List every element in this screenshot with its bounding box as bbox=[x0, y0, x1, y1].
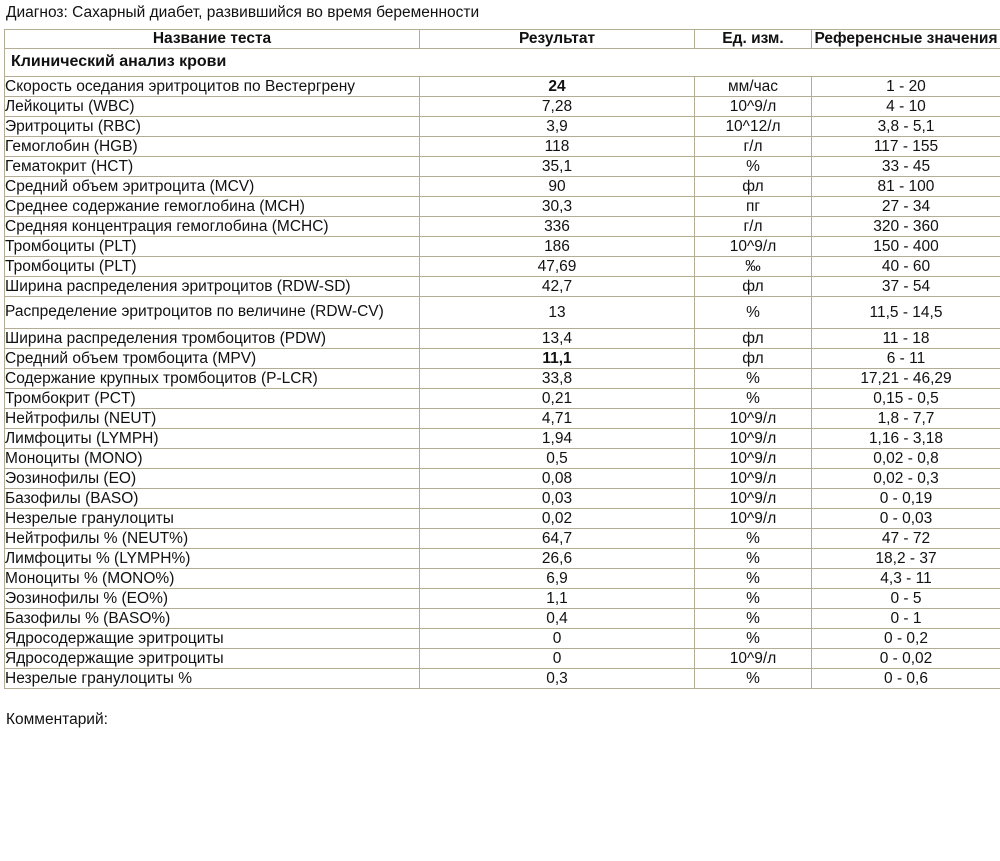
cell-test-name: Скорость оседания эритроцитов по Вестергрену bbox=[5, 77, 420, 97]
cell-test-name: Ядросодержащие эритроциты bbox=[5, 649, 420, 669]
cell-result: 64,7 bbox=[420, 529, 695, 549]
cell-unit: ‰ bbox=[695, 257, 812, 277]
table-row bbox=[5, 649, 1000, 669]
cell-reference: 18,2 - 37 bbox=[812, 549, 1000, 569]
diagnosis-line: Диагноз: Сахарный диабет, развившийся во время беременности bbox=[6, 4, 480, 21]
table-row bbox=[5, 97, 1000, 117]
cell-unit: 10^9/л bbox=[695, 97, 812, 117]
cell-unit: 10^9/л bbox=[695, 649, 812, 669]
cell-reference: 27 - 34 bbox=[812, 197, 1000, 217]
cell-result: 0 bbox=[420, 649, 695, 669]
cell-test-name: Тромбоциты (PLT) bbox=[5, 257, 420, 277]
cell-result: 13,4 bbox=[420, 329, 695, 349]
table-row bbox=[5, 489, 1000, 509]
cell-unit: % bbox=[695, 549, 812, 569]
cell-result: 0,21 bbox=[420, 389, 695, 409]
cell-test-name: Незрелые гранулоциты bbox=[5, 509, 420, 529]
cell-result: 13 bbox=[420, 297, 695, 329]
cell-test-name: Нейтрофилы (NEUT) bbox=[5, 409, 420, 429]
cell-unit: 10^9/л bbox=[695, 489, 812, 509]
cell-reference: 17,21 - 46,29 bbox=[812, 369, 1000, 389]
cell-test-name: Средняя концентрация гемоглобина (MCHC) bbox=[5, 217, 420, 237]
table-row bbox=[5, 329, 1000, 349]
cell-result: 0,3 bbox=[420, 669, 695, 689]
table-row bbox=[5, 217, 1000, 237]
cell-reference: 0 - 5 bbox=[812, 589, 1000, 609]
table-row bbox=[5, 449, 1000, 469]
cell-result: 1,1 bbox=[420, 589, 695, 609]
table-row bbox=[5, 429, 1000, 449]
cell-reference: 0 - 1 bbox=[812, 609, 1000, 629]
cell-result: 6,9 bbox=[420, 569, 695, 589]
cell-reference: 47 - 72 bbox=[812, 529, 1000, 549]
cell-result: 0,08 bbox=[420, 469, 695, 489]
cell-reference: 33 - 45 bbox=[812, 157, 1000, 177]
cell-result: 0,02 bbox=[420, 509, 695, 529]
cell-test-name: Ядросодержащие эритроциты bbox=[5, 629, 420, 649]
cell-reference: 4 - 10 bbox=[812, 97, 1000, 117]
cell-unit: 10^9/л bbox=[695, 469, 812, 489]
cell-test-name: Нейтрофилы % (NEUT%) bbox=[5, 529, 420, 549]
cell-unit: % bbox=[695, 529, 812, 549]
cell-result: 7,28 bbox=[420, 97, 695, 117]
cell-reference: 81 - 100 bbox=[812, 177, 1000, 197]
cell-reference: 0,02 - 0,3 bbox=[812, 469, 1000, 489]
cell-unit: 10^9/л bbox=[695, 429, 812, 449]
cell-unit: % bbox=[695, 629, 812, 649]
cell-test-name: Гемоглобин (HGB) bbox=[5, 137, 420, 157]
cell-unit: фл bbox=[695, 277, 812, 297]
table-row bbox=[5, 117, 1000, 137]
cell-result: 30,3 bbox=[420, 197, 695, 217]
cell-test-name: Средний объем эритроцита (MCV) bbox=[5, 177, 420, 197]
table-row bbox=[5, 669, 1000, 689]
table-row bbox=[5, 257, 1000, 277]
cell-unit: г/л bbox=[695, 137, 812, 157]
cell-reference: 150 - 400 bbox=[812, 237, 1000, 257]
cell-test-name: Ширина распределения эритроцитов (RDW-SD) bbox=[5, 277, 420, 297]
cell-reference: 1,8 - 7,7 bbox=[812, 409, 1000, 429]
cell-test-name: Лимфоциты (LYMPH) bbox=[5, 429, 420, 449]
table-row bbox=[5, 237, 1000, 257]
cell-unit: % bbox=[695, 669, 812, 689]
table-header-row bbox=[5, 30, 1000, 49]
cell-result: 35,1 bbox=[420, 157, 695, 177]
table-row bbox=[5, 569, 1000, 589]
lab-results-table bbox=[4, 29, 1000, 689]
table-row bbox=[5, 369, 1000, 389]
cell-test-name: Тромбоциты (PLT) bbox=[5, 237, 420, 257]
cell-result: 0,5 bbox=[420, 449, 695, 469]
cell-result: 11,1 bbox=[420, 349, 695, 369]
table-row bbox=[5, 77, 1000, 97]
cell-test-name: Тромбокрит (PCT) bbox=[5, 389, 420, 409]
cell-unit: мм/час bbox=[695, 77, 812, 97]
table-body bbox=[5, 49, 1000, 689]
cell-test-name: Лимфоциты % (LYMPH%) bbox=[5, 549, 420, 569]
cell-reference: 0,15 - 0,5 bbox=[812, 389, 1000, 409]
cell-result: 47,69 bbox=[420, 257, 695, 277]
cell-reference: 1,16 - 3,18 bbox=[812, 429, 1000, 449]
cell-reference: 40 - 60 bbox=[812, 257, 1000, 277]
cell-result: 118 bbox=[420, 137, 695, 157]
section-title: Клинический анализ крови bbox=[5, 49, 1000, 77]
cell-reference: 4,3 - 11 bbox=[812, 569, 1000, 589]
column-header-unit: Ед. изм. bbox=[695, 30, 812, 49]
table-row bbox=[5, 157, 1000, 177]
cell-unit: пг bbox=[695, 197, 812, 217]
cell-unit: % bbox=[695, 297, 812, 329]
cell-unit: фл bbox=[695, 349, 812, 369]
cell-test-name: Ширина распределения тромбоцитов (PDW) bbox=[5, 329, 420, 349]
table-row bbox=[5, 297, 1000, 329]
cell-unit: 10^9/л bbox=[695, 237, 812, 257]
cell-test-name: Эритроциты (RBC) bbox=[5, 117, 420, 137]
table-row bbox=[5, 349, 1000, 369]
cell-result: 42,7 bbox=[420, 277, 695, 297]
table-row bbox=[5, 409, 1000, 429]
table-row bbox=[5, 589, 1000, 609]
cell-test-name: Базофилы % (BASO%) bbox=[5, 609, 420, 629]
cell-reference: 0 - 0,02 bbox=[812, 649, 1000, 669]
cell-test-name: Гематокрит (HCT) bbox=[5, 157, 420, 177]
cell-test-name: Содержание крупных тромбоцитов (P-LCR) bbox=[5, 369, 420, 389]
cell-result: 90 bbox=[420, 177, 695, 197]
cell-reference: 37 - 54 bbox=[812, 277, 1000, 297]
cell-result: 0,4 bbox=[420, 609, 695, 629]
section-title-row bbox=[5, 49, 1000, 77]
table-row bbox=[5, 389, 1000, 409]
cell-reference: 0 - 0,19 bbox=[812, 489, 1000, 509]
cell-test-name: Эозинофилы (EO) bbox=[5, 469, 420, 489]
cell-reference: 6 - 11 bbox=[812, 349, 1000, 369]
table-row bbox=[5, 197, 1000, 217]
cell-test-name: Базофилы (BASO) bbox=[5, 489, 420, 509]
table-row bbox=[5, 177, 1000, 197]
cell-unit: % bbox=[695, 609, 812, 629]
cell-result: 0 bbox=[420, 629, 695, 649]
cell-unit: % bbox=[695, 589, 812, 609]
cell-reference: 0 - 0,03 bbox=[812, 509, 1000, 529]
column-header-reference: Референсные значения bbox=[812, 30, 1000, 49]
cell-test-name: Лейкоциты (WBC) bbox=[5, 97, 420, 117]
table-row bbox=[5, 549, 1000, 569]
cell-test-name: Незрелые гранулоциты % bbox=[5, 669, 420, 689]
cell-test-name: Средний объем тромбоцита (MPV) bbox=[5, 349, 420, 369]
table-header bbox=[5, 30, 1000, 49]
cell-unit: 10^9/л bbox=[695, 409, 812, 429]
comment-label: Комментарий: bbox=[6, 711, 108, 728]
cell-unit: 10^12/л bbox=[695, 117, 812, 137]
cell-result: 1,94 bbox=[420, 429, 695, 449]
cell-unit: фл bbox=[695, 329, 812, 349]
cell-unit: 10^9/л bbox=[695, 449, 812, 469]
cell-test-name: Среднее содержание гемоглобина (MCH) bbox=[5, 197, 420, 217]
cell-result: 4,71 bbox=[420, 409, 695, 429]
cell-reference: 11 - 18 bbox=[812, 329, 1000, 349]
cell-unit: % bbox=[695, 569, 812, 589]
cell-unit: фл bbox=[695, 177, 812, 197]
cell-test-name: Моноциты (MONO) bbox=[5, 449, 420, 469]
cell-result: 336 bbox=[420, 217, 695, 237]
table-row bbox=[5, 529, 1000, 549]
cell-unit: % bbox=[695, 157, 812, 177]
cell-reference: 117 - 155 bbox=[812, 137, 1000, 157]
table-row bbox=[5, 609, 1000, 629]
column-header-test-name: Название теста bbox=[5, 30, 420, 49]
cell-reference: 0 - 0,2 bbox=[812, 629, 1000, 649]
cell-reference: 0,02 - 0,8 bbox=[812, 449, 1000, 469]
table-row bbox=[5, 137, 1000, 157]
cell-reference: 3,8 - 5,1 bbox=[812, 117, 1000, 137]
table-row bbox=[5, 509, 1000, 529]
cell-unit: 10^9/л bbox=[695, 509, 812, 529]
cell-result: 33,8 bbox=[420, 369, 695, 389]
cell-unit: % bbox=[695, 389, 812, 409]
cell-unit: % bbox=[695, 369, 812, 389]
table-row bbox=[5, 277, 1000, 297]
cell-result: 24 bbox=[420, 77, 695, 97]
cell-reference: 0 - 0,6 bbox=[812, 669, 1000, 689]
cell-result: 26,6 bbox=[420, 549, 695, 569]
cell-reference: 320 - 360 bbox=[812, 217, 1000, 237]
cell-test-name: Эозинофилы % (EO%) bbox=[5, 589, 420, 609]
cell-reference: 1 - 20 bbox=[812, 77, 1000, 97]
column-header-result: Результат bbox=[420, 30, 695, 49]
cell-unit: г/л bbox=[695, 217, 812, 237]
cell-reference: 11,5 - 14,5 bbox=[812, 297, 1000, 329]
cell-test-name: Моноциты % (MONO%) bbox=[5, 569, 420, 589]
cell-result: 3,9 bbox=[420, 117, 695, 137]
table-row bbox=[5, 469, 1000, 489]
cell-result: 0,03 bbox=[420, 489, 695, 509]
table-row bbox=[5, 629, 1000, 649]
cell-result: 186 bbox=[420, 237, 695, 257]
cell-test-name: Распределение эритроцитов по величине (RDW-CV) bbox=[5, 297, 420, 329]
